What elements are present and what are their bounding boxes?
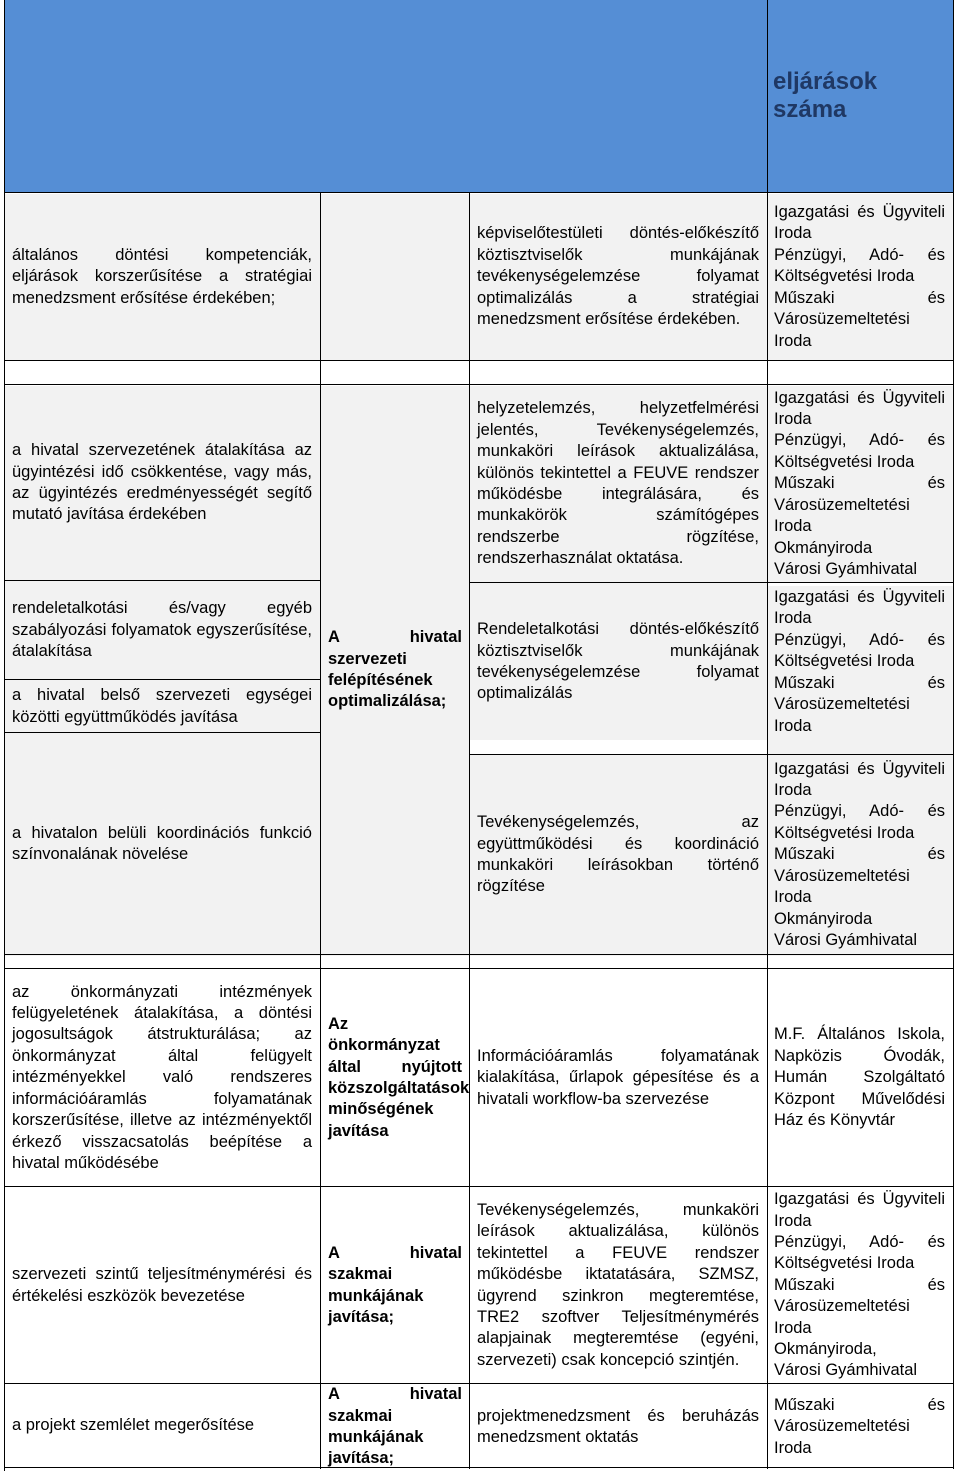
- line-h10: [5, 1383, 953, 1384]
- responsible-cell: [774, 756, 945, 954]
- objective-text: a projekt szemlélet megerősítése: [12, 1416, 255, 1435]
- responsible-cell: [774, 584, 945, 740]
- goal-cell: [328, 1385, 462, 1469]
- activity-text: projektmenedzsment és beruházás menedzsment oktatás: [477, 1406, 759, 1446]
- goal-text: Az önkormányzat által nyújtott közszolgáltatások minőségének javítása: [328, 1014, 470, 1140]
- line-h4: [5, 580, 320, 581]
- objective-cell: [12, 734, 312, 954]
- header-title: eljárások száma: [773, 68, 878, 123]
- line-h6: [5, 732, 320, 733]
- objective-text: a hivatal belső szervezeti egységei közötti együttműködés javítása: [12, 686, 312, 726]
- responsible-text: Igazgatási és Ügyviteli Iroda Pénzügyi, Adó- és Költségvetési Iroda Műszaki és Városüzemeltetési Iroda: [774, 588, 945, 735]
- goal-text: A hivatal szakmai munkájának javítása;: [328, 1243, 462, 1326]
- activity-cell: [477, 1188, 759, 1383]
- line-h1: [5, 192, 953, 193]
- responsible-cell: [774, 386, 945, 582]
- activity-cell: [477, 584, 759, 740]
- responsible-text: Igazgatási és Ügyviteli Iroda Pénzügyi, Adó- és Költségvetési Iroda Műszaki és Városüzemeltetési Iroda Okmányiroda Városi Gyámhivatal: [774, 388, 945, 578]
- line-h12: [470, 582, 953, 583]
- objective-text: szervezeti szintű teljesítménymérési és értékelési eszközök bevezetése: [12, 1265, 312, 1305]
- responsible-text: Igazgatási és Ügyviteli Iroda Pénzügyi, Adó- és Költségvetési Iroda Műszaki és Városüzemeltetési Iroda: [774, 203, 945, 350]
- line-h5: [5, 679, 320, 680]
- objective-cell: [12, 1188, 312, 1383]
- activity-cell: [477, 1385, 759, 1469]
- objective-cell: [12, 194, 312, 360]
- responsible-cell: [774, 970, 945, 1186]
- objective-text: a hivatalon belüli koordinációs funkció színvonalának növelése: [12, 823, 312, 863]
- activity-cell: [477, 970, 759, 1186]
- white-gap-col3: [470, 740, 768, 754]
- activity-text: képviselőtestületi döntés-előkészítő köztisztviselők munkájának tevékenységelemzése folyamat optimalizálás a stratégiai menedzsment erősítése érdekében.: [477, 224, 759, 329]
- objective-cell: [12, 386, 312, 580]
- activity-cell: [477, 194, 759, 360]
- line-v1: [320, 192, 321, 1469]
- objective-cell: [12, 681, 312, 732]
- activity-text: Rendeletalkotási döntés-előkészítő köztisztviselők munkájának tevékenységelemzése folyamat optimalizálás: [477, 620, 759, 703]
- line-h7: [5, 954, 953, 955]
- objective-text: általános döntési kompetenciák, eljárások korszerűsítése a stratégiai menedzsment erősítése érdekében;: [12, 245, 312, 307]
- activity-cell: [477, 386, 759, 582]
- line-h3: [5, 384, 953, 385]
- responsible-cell: [774, 1385, 945, 1469]
- line-v2: [469, 192, 470, 1469]
- responsible-text: Igazgatási és Ügyviteli Iroda Pénzügyi, Adó- és Költségvetési Iroda Műszaki és Városüzemeltetési Iroda Okmányiroda Városi Gyámhivatal: [774, 759, 945, 949]
- objective-text: az önkormányzati intézmények felügyeletének átalakítása, a döntési jogosultságok átstrukturálása; az önkormányzat által felügyelt intézményekkel való rendszeres információáramlás folyamatának korszerűsítése, illetve az intézményektől érkező visszacsatolás beépítése a hivatal működésébe: [12, 982, 312, 1172]
- responsible-text: Műszaki és Városüzemeltetési Iroda: [774, 1395, 945, 1457]
- responsible-text: Igazgatási és Ügyviteli Iroda Pénzügyi, Adó- és Költségvetési Iroda Műszaki és Városüzemeltetési Iroda Okmányiroda, Városi Gyámhivatal: [774, 1190, 945, 1380]
- line-h8: [5, 968, 953, 969]
- line-h13: [470, 754, 953, 755]
- goal-cell: [328, 386, 462, 954]
- line-v4: [953, 0, 954, 1469]
- objective-text: a hivatal szervezetének átalakítása az ügyintézési idő csökkentése, vagy más, az ügyintézés eredményességét segítő mutató javítása érdekében: [12, 441, 312, 524]
- activity-text: Tevékenységelemzés, az együttműködési és koordináció munkaköri leírásokban történő rögzítése: [477, 813, 759, 896]
- goal-text: A hivatal szakmai munkájának javítása;: [328, 1385, 462, 1468]
- line-v3: [767, 0, 768, 1469]
- responsible-cell: [774, 1188, 945, 1383]
- activity-text: Információáramlás folyamatának kialakítása, űrlapok gépesítése és a hivatali workflow-ba szervezése: [477, 1046, 759, 1108]
- activity-cell: [477, 756, 759, 954]
- responsible-cell: [774, 194, 945, 360]
- activity-text: helyzetelemzés, helyzetfelmérési jelentés, Tevékenységelemzés, munkaköri leírások aktualizálása, különös tekintettel a FEUVE rendszer működésbe integrálására, és munkakörök számítógépes rendszerbe rögzítése, rendszerhasználat oktatása.: [477, 399, 759, 568]
- activity-text: Tevékenységelemzés, munkaköri leírások aktualizálása, különös tekintettel a FEUVE rendszer működésbe iktatatására, SZMSZ, ügyrend szinkron megteremtése, TRE2 szoftver Teljesítménymérés alapjainak megteremtése (egyéni, szervezeti) csak koncepció szintjén.: [477, 1200, 759, 1369]
- line-h9: [5, 1186, 953, 1187]
- responsible-text: M.F. Általános Iskola, Napközis Óvodák, Humán Szolgáltató Központ Művelődési Ház és Könyvtár: [774, 1025, 945, 1130]
- objective-cell: [12, 582, 312, 679]
- line-h2: [5, 360, 953, 361]
- goal-text: A hivatal szervezeti felépítésének optimalizálása;: [328, 628, 462, 711]
- objective-text: rendeletalkotási és/vagy egyéb szabályozási folyamatok egyszerűsítése, átalakítása: [12, 599, 312, 661]
- goal-cell: [328, 1188, 462, 1383]
- objective-cell: [12, 1385, 312, 1467]
- goal-cell: [328, 970, 470, 1186]
- objective-cell: [12, 970, 312, 1186]
- line-v0: [4, 0, 5, 1471]
